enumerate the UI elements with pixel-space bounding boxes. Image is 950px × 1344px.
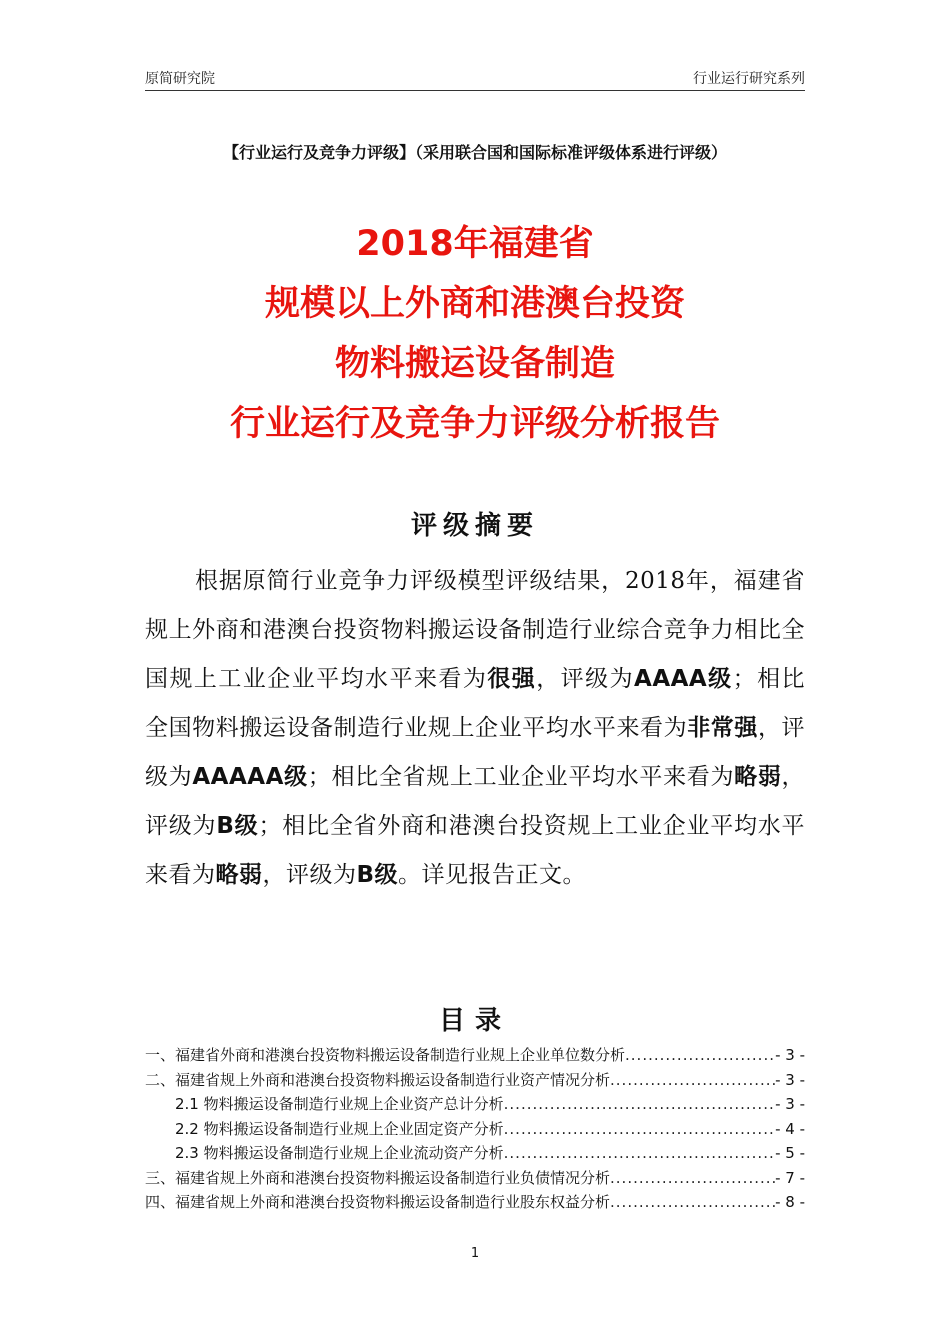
toc-entry-page: - 3 -	[775, 1095, 805, 1113]
toc-entry-label: 四、福建省规上外商和港澳台投资物料搬运设备制造行业股东权益分析	[145, 1193, 611, 1211]
summary-emphasis: 略弱	[215, 862, 263, 888]
header-publisher: 原简研究院	[145, 71, 215, 87]
summary-emphasis: B级	[216, 813, 259, 839]
toc-entry[interactable]	[145, 1092, 805, 1117]
header-series: 行业运行研究系列	[693, 71, 805, 87]
toc-leader	[610, 1068, 775, 1093]
toc-entry-label: 三、福建省规上外商和港澳台投资物料搬运设备制造行业负债情况分析	[145, 1168, 611, 1187]
summary-text: ，评级为	[262, 862, 357, 888]
toc-entry-page: - 5 -	[775, 1144, 805, 1162]
summary-paragraph	[145, 557, 805, 900]
toc-leader	[610, 1166, 775, 1191]
toc-leader	[504, 1141, 775, 1166]
toc-entry-page: - 8 -	[775, 1193, 805, 1211]
summary-text: ；相比全省规上工业企业平均水平来看为	[307, 764, 735, 790]
summary-text: 根据原简行业竞争力评级模型评级结果，2018年，福建省规上外商和港澳台投资物料搬运设备制造行业综合竞争力相比全国规上工业企业平均水平来看为	[145, 568, 805, 692]
toc-leader	[504, 1117, 775, 1142]
toc-entry[interactable]	[145, 1166, 805, 1191]
summary-emphasis: 非常强	[687, 715, 758, 741]
toc-leader	[625, 1043, 775, 1068]
summary-text: ，评级为	[536, 666, 635, 692]
toc-entry[interactable]	[145, 1068, 805, 1093]
title-line-2: 规模以上外商和港澳台投资	[264, 284, 685, 324]
summary-text: ，评级为	[145, 764, 806, 839]
toc-entry-page: - 3 -	[775, 1070, 805, 1089]
summary-text: ；相比全国物料搬运设备制造行业规上企业平均水平来看为	[145, 666, 806, 741]
summary-emphasis: 略弱	[734, 764, 782, 790]
summary-emphasis: AAAAA级	[192, 764, 308, 790]
toc-entry-page: - 7 -	[775, 1168, 805, 1187]
toc-entry-label: 二、福建省规上外商和港澳台投资物料搬运设备制造行业资产情况分析	[145, 1070, 611, 1089]
summary-emphasis: AAAA级	[634, 666, 733, 692]
title-line-4: 行业运行及竞争力评级分析报告	[229, 404, 720, 444]
toc-entry-page: - 4 -	[775, 1119, 805, 1138]
summary-text: ，评级为	[145, 715, 806, 790]
title-line-1: 2018年福建省	[356, 224, 594, 264]
toc-leader	[504, 1092, 775, 1117]
summary-text: 。详见报告正文。	[398, 862, 587, 888]
toc-entry-label: 2.1 物料搬运设备制造行业规上企业资产总计分析	[175, 1095, 504, 1113]
summary-emphasis: B级	[356, 862, 399, 888]
toc-entry[interactable]	[145, 1141, 805, 1166]
summary-emphasis: 很强	[487, 666, 537, 692]
toc-heading: 目录	[438, 1006, 511, 1036]
toc-entry[interactable]	[145, 1190, 805, 1215]
summary-text: ；相比全省外商和港澳台投资规上工业企业平均水平来看为	[145, 813, 806, 888]
toc-entry-label: 一、福建省外商和港澳台投资物料搬运设备制造行业规上企业单位数分析	[145, 1046, 626, 1064]
toc-leader	[610, 1190, 775, 1215]
title-line-3: 物料搬运设备制造	[334, 344, 615, 384]
toc-entry[interactable]	[145, 1043, 805, 1068]
rating-tag: 【行业运行及竞争力评级】（采用联合国和国际标准评级体系进行评级）	[222, 143, 727, 162]
page-number: 1	[470, 1246, 480, 1261]
table-of-contents	[145, 1043, 805, 1215]
toc-entry-label: 2.3 物料搬运设备制造行业规上企业流动资产分析	[175, 1144, 504, 1162]
page-header	[145, 62, 805, 91]
toc-entry-page: - 3 -	[775, 1046, 805, 1064]
summary-heading: 评级摘要	[410, 511, 539, 541]
report-title	[100, 214, 850, 454]
toc-entry-label: 2.2 物料搬运设备制造行业规上企业固定资产分析	[175, 1119, 504, 1138]
toc-entry[interactable]	[145, 1117, 805, 1142]
